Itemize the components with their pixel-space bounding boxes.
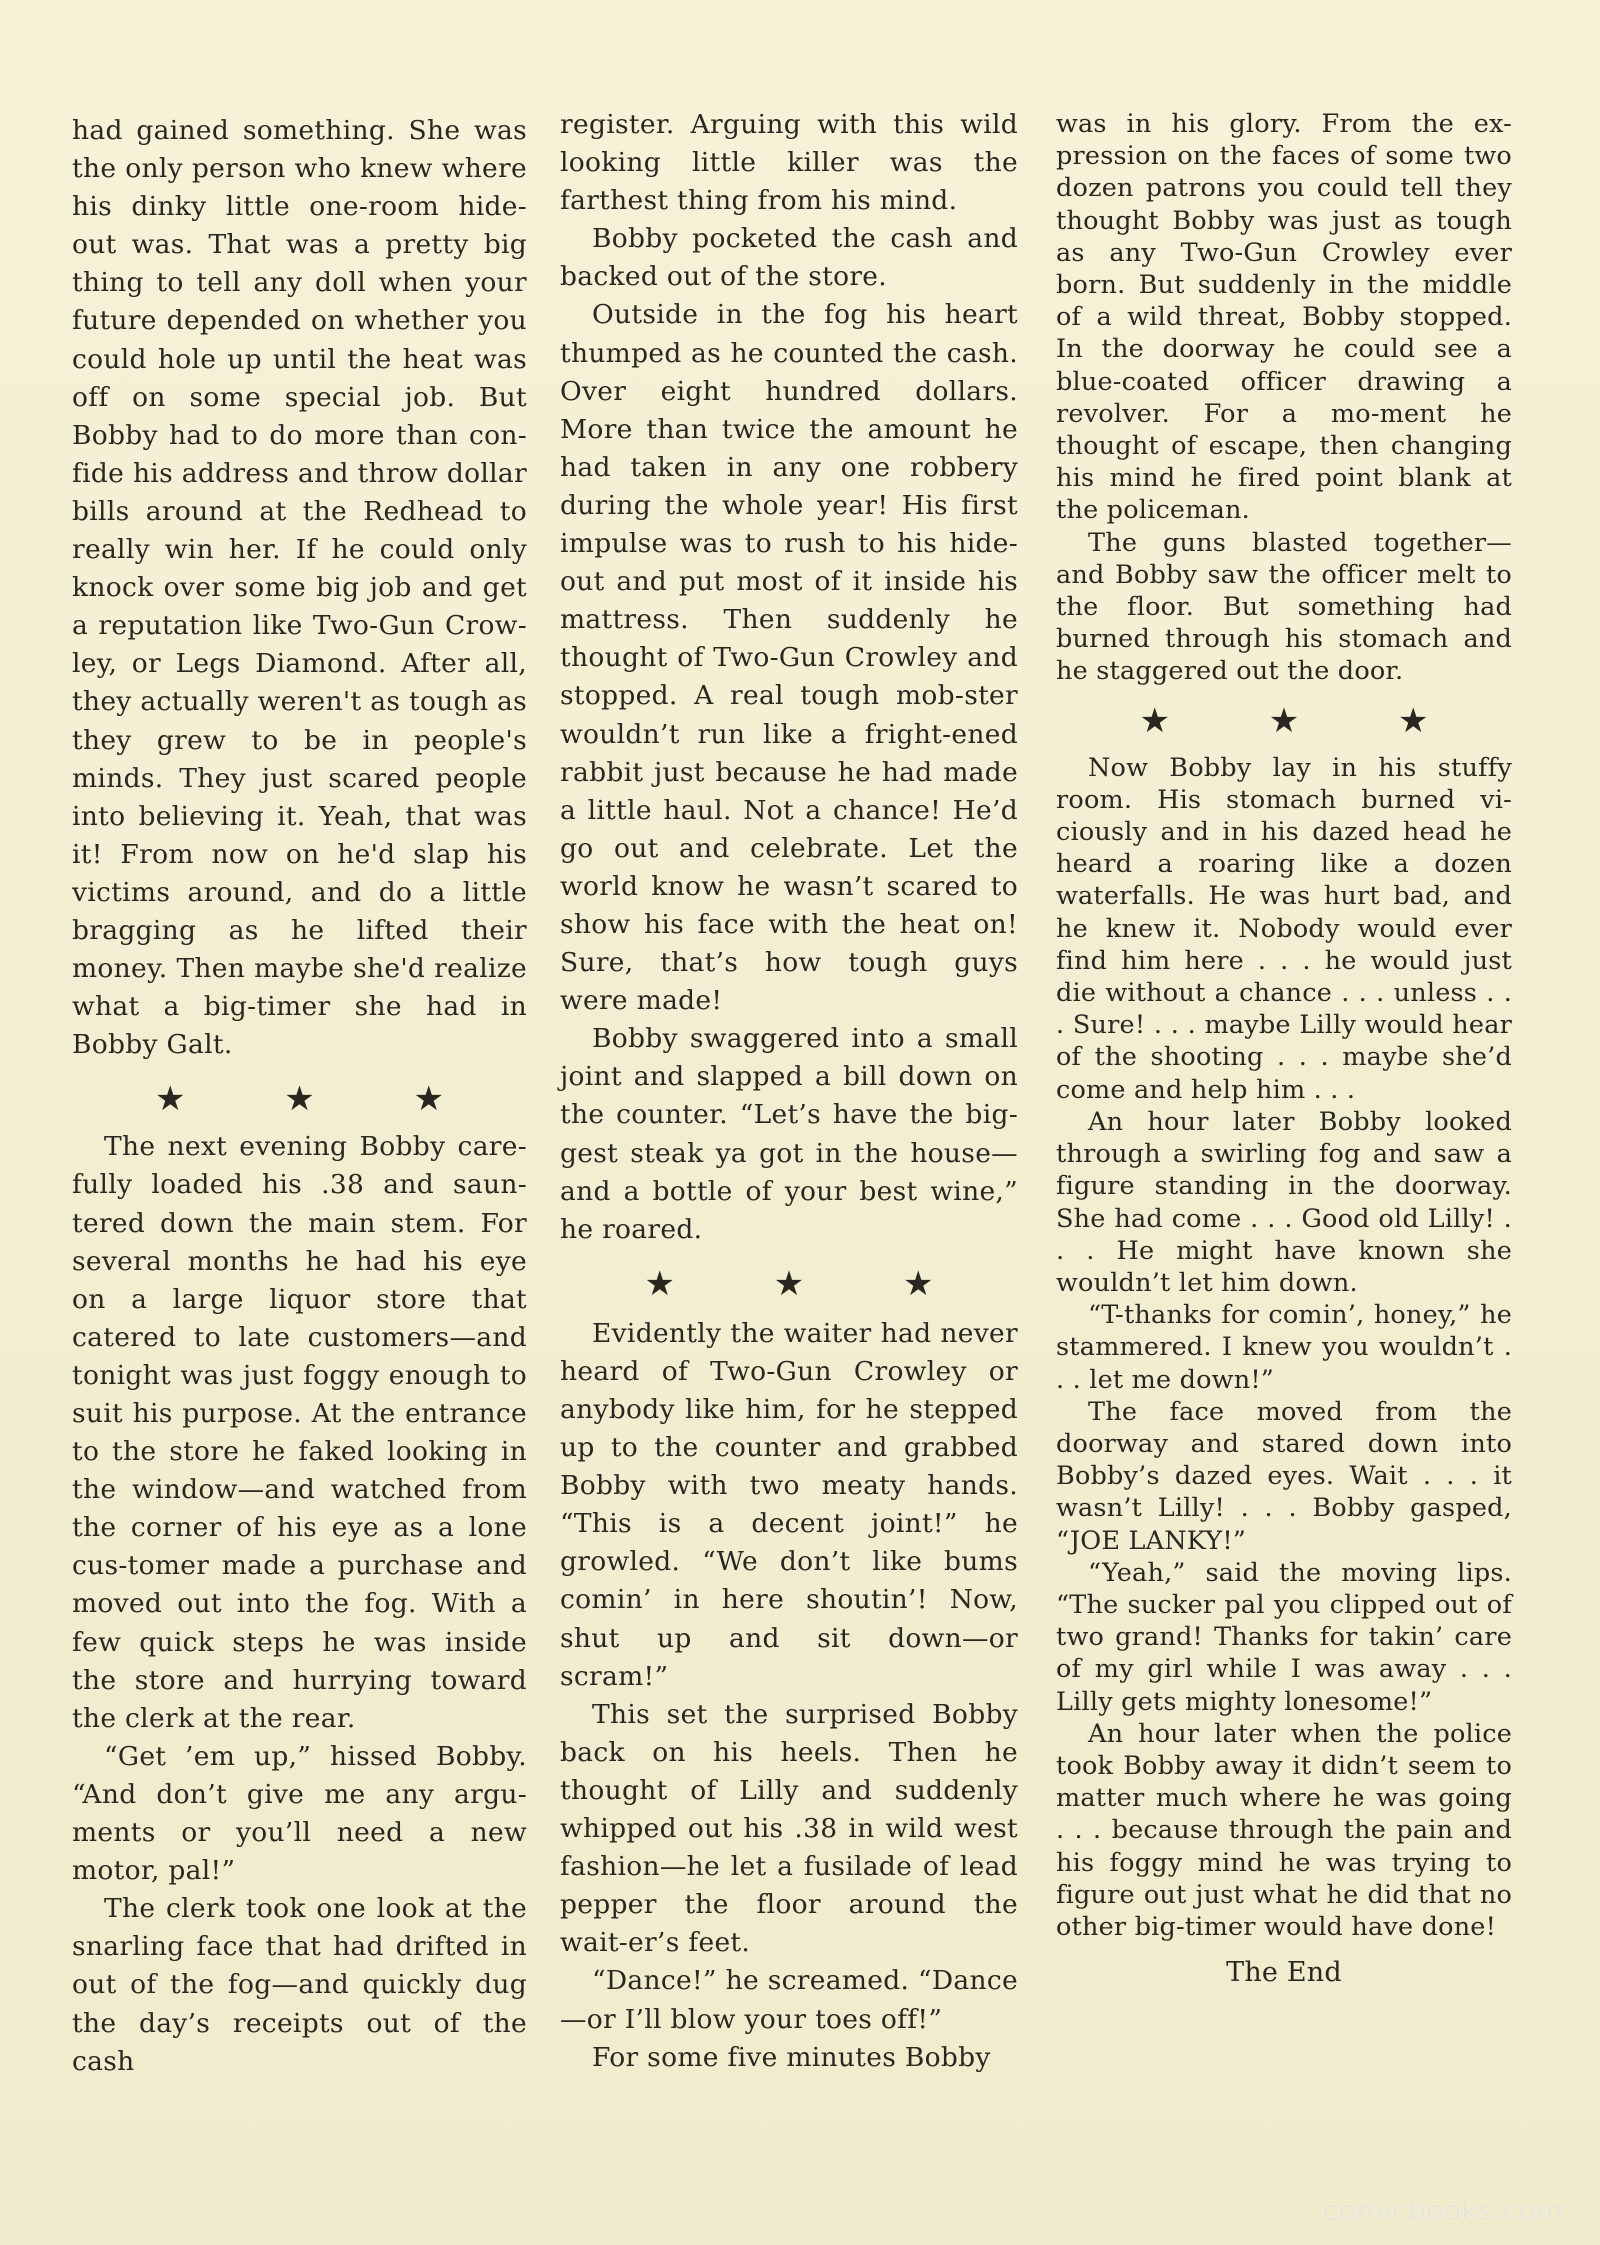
paragraph: This set the surprised Bobby back on his heels. Then he thought of Lilly and suddenly whipped out his .38 in wild west fashion—he let a fusilade of lead pepper the floor around the wait-er’s feet. <box>560 1698 1018 1959</box>
star-separator: ★ ★ ★ <box>644 1263 978 1304</box>
text-column-1 <box>72 112 527 2081</box>
paragraph: Now Bobby lay in his stuffy room. His stomach burned vi-ciously and in his dazed head he heard a roaring like a dozen waterfalls. He was hurt bad, and he knew it. Nobody would ever find him here . . . he would just die without a chance . . . unless . . . Sure! . . . maybe Lilly would hear of the shooting . . . maybe she’d come and help him . . . <box>1056 752 1512 1105</box>
paragraph: An hour later when the police took Bobby away it didn’t seem to matter much where he was going . . . because through the pain and his foggy mind he was trying to figure out just what he did that no other big-timer would have done! <box>1056 1718 1512 1942</box>
text-column-2 <box>560 106 1018 2077</box>
star-separator: ★ ★ ★ <box>154 1079 489 1120</box>
paragraph: Outside in the fog his heart thumped as he counted the cash. Over eight hundred dollars. More than twice the amount he had taken in any one robbery during the whole year! His first impulse was to rush to his hide-out and put most of it inside his mattress. Then suddenly he thought of Two-Gun Crowley and stopped. A real tough mob-ster wouldn’t run like a fright-ened rabbit just because he had made a little haul. Not a chance! He’d go out and celebrate. Let the world know he wasn’t scared to show his face with the heat on! Sure, that’s how tough guys were made! <box>560 299 1018 1017</box>
paragraph: “Yeah,” said the moving lips. “The sucker pal you clipped out of two grand! Thanks for takin’ care of my girl while I was away . . . Lilly gets mighty lonesome!” <box>1056 1557 1512 1717</box>
paragraph: had gained something. She was the only person who knew where his dinky little one-room hide-out was. That was a pretty big thing to tell any doll when your future depended on whether you could hole up until the heat was off on some special job. But Bobby had to do more than con-fide his address and throw dollar bills around at the Redhead to really win her. If he could only knock over some big job and get a reputation like Two-Gun Crow-ley, or Legs Diamond. After all, they actually weren't as tough as they grew to be in people's minds. They just scared people into believing it. Yeah, that was it! From now on he'd slap his victims around, and do a little bragging as he lifted their money. Then maybe she'd realize what a big-timer she had in Bobby Galt. <box>72 115 527 1061</box>
paragraph: “Dance!” he screamed. “Dance —or I’ll blow your toes off!” <box>560 1965 1018 2035</box>
paragraph: The face moved from the doorway and stared down into Bobby’s dazed eyes. Wait . . . it wasn’t Lilly! . . . Bobby gasped, “JOE LANKY!” <box>1056 1396 1512 1556</box>
star-separator: ★ ★ ★ <box>1139 700 1473 741</box>
story-ending: The End <box>1226 1957 1342 1989</box>
paragraph: The clerk took one look at the snarling face that had drifted in out of the fog—and quickly dug the day’s receipts out of the cash <box>72 1893 527 2077</box>
paragraph: Bobby swaggered into a small joint and slapped a bill down on the counter. “Let’s have the big-gest steak ya got in the house— and a bottle of your best wine,” he roared. <box>560 1023 1018 1245</box>
paragraph: The next evening Bobby care-fully loaded his .38 and saun-tered down the main stem. For several months he had his eye on a large liquor store that catered to late customers—and tonight was just foggy enough to suit his purpose. At the entrance to the store he faked looking in the window—and watched from the corner of his eye as a lone cus-tomer made a purchase and moved out into the fog. With a few quick steps he was inside the store and hurrying toward the clerk at the rear. <box>72 1131 527 1734</box>
paragraph: “T-thanks for comin’, honey,” he stammered. I knew you wouldn’t . . . let me down!” <box>1056 1300 1512 1395</box>
paragraph: was in his glory. From the ex-pression on the faces of some two dozen patrons you could tell they thought Bobby was just as tough as any Two-Gun Crowley ever born. But suddenly in the middle of a wild threat, Bobby stopped. In the doorway he could see a blue-coated officer drawing a revolver. For a mo-ment he thought of escape, then changing his mind he fired point blank at the policeman. <box>1056 109 1512 526</box>
paragraph: An hour later Bobby looked through a swirling fog and saw a figure standing in the doorway. She had come . . . Good old Lilly! . . . He might have known she wouldn’t let him down. <box>1056 1106 1512 1298</box>
paragraph: The guns blasted together— and Bobby saw the officer melt to the floor. But something had burned through his stomach and he staggered out the door. <box>1056 527 1512 687</box>
site-watermark: comicbooks.com <box>1322 2194 1564 2227</box>
paragraph: Evidently the waiter had never heard of Two-Gun Crowley or anybody like him, for he stepped up to the counter and grabbed Bobby with two meaty hands. “This is a decent joint!” he growled. “We don’t like bums comin’ in here shoutin’! Now, shut up and sit down—or scram!” <box>560 1317 1018 1692</box>
paragraph: “Get ’em up,” hissed Bobby. “And don’t give me any argu-ments or you’ll need a new motor, pal!” <box>72 1740 527 1887</box>
text-column-3 <box>1056 108 1512 1989</box>
paragraph: Bobby pocketed the cash and backed out of the store. <box>560 223 1018 293</box>
paragraph: For some five minutes Bobby <box>592 2041 991 2073</box>
paragraph: register. Arguing with this wild looking little killer was the farthest thing from his mind. <box>560 109 1018 217</box>
